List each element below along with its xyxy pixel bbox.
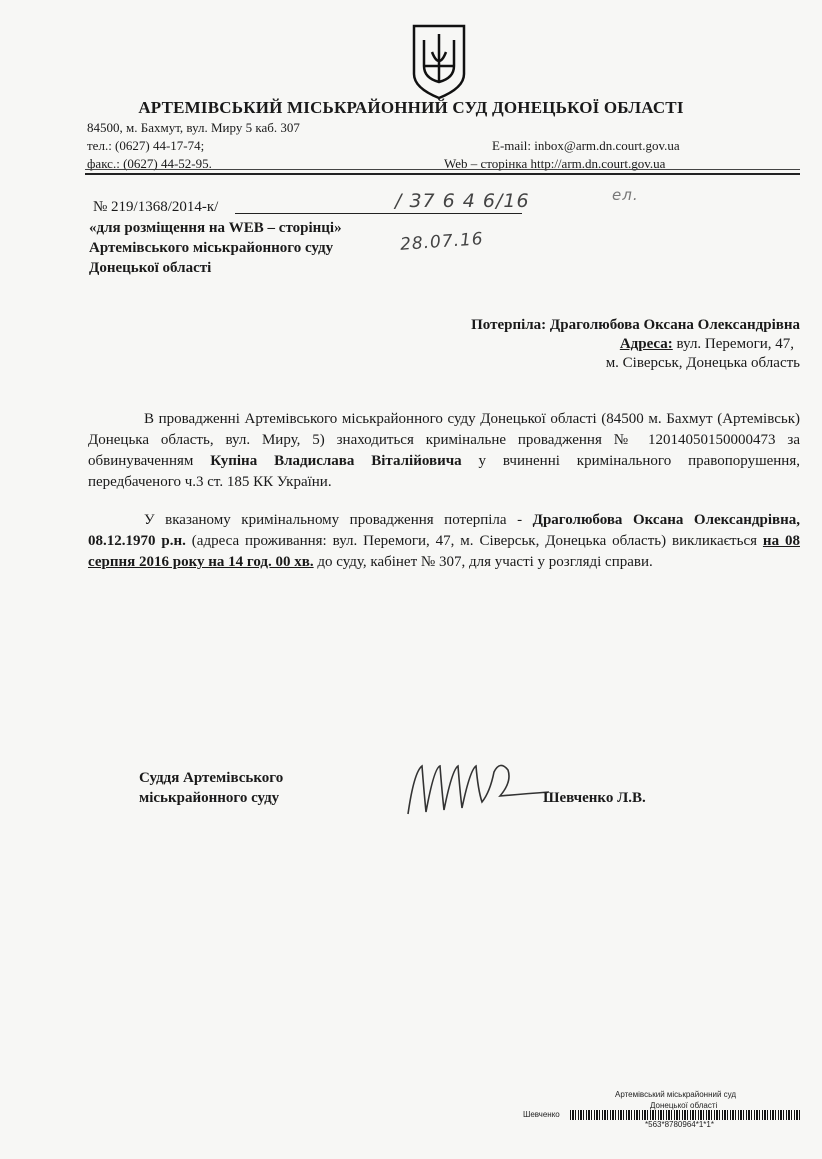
stamp-prefix: Шевченко	[523, 1110, 560, 1119]
header-divider	[85, 169, 800, 170]
case-number-underline	[235, 213, 522, 214]
body-paragraph-2	[88, 510, 800, 573]
judge-title-line-1: Суддя Артемівського	[139, 770, 284, 786]
court-web: Web – сторінка http://arm.dn.court.gov.ua	[444, 156, 666, 171]
victim-line	[471, 315, 800, 335]
handwritten-mark: ел.	[612, 186, 639, 204]
court-email: E-mail: inbox@arm.dn.court.gov.ua	[492, 138, 680, 153]
victim-address-line-2: м. Сіверськ, Донецька область	[605, 355, 800, 371]
court-address: 84500, м. Бахмут, вул. Миру 5 каб. 307	[87, 120, 300, 135]
court-name: АРТЕМІВСЬКИЙ МІСЬКРАЙОННИЙ СУД ДОНЕЦЬКОЇ ОБЛАСТІ	[138, 98, 684, 117]
barcode-code: *563*8780964*1*1*	[645, 1120, 714, 1129]
victim-label: Потерпіла:	[471, 317, 547, 333]
handwritten-signature	[404, 752, 554, 827]
recipient-line-2: Артемівського міськрайонного суду	[89, 240, 334, 256]
victim-address-street: вул. Перемоги, 47,	[676, 336, 794, 352]
court-fax: факс.: (0627) 44-52-95.	[87, 156, 212, 171]
recipient-line-3: Донецької області	[89, 260, 212, 276]
accused-name: Купіна Владислава Віталійовича	[210, 453, 462, 469]
header-divider-thick	[85, 173, 800, 175]
court-phone: тел.: (0627) 44-17-74;	[87, 138, 205, 153]
p2-text-a: У вказаному кримінальному провадження потерпіла -	[144, 512, 523, 528]
stamp-region: Донецької області	[650, 1101, 718, 1110]
victim-name-dob: Драголюбова Оксана Олександрівна, 08.12.1970 р.н.	[88, 512, 800, 549]
hearing-date: на 08 серпня 2016 року на 14 год. 00 хв.	[88, 533, 800, 570]
recipient-line-1: «для розміщення на WEB – сторінці»	[89, 220, 342, 236]
victim-address-label: Адреса:	[619, 336, 673, 352]
handwritten-outgoing-number: / 37 6 4 6/16	[395, 190, 530, 212]
p1-text-b: у вчиненні кримінального правопорушення, передбаченого ч.3 ст. 185 КК України.	[88, 453, 800, 490]
coat-of-arms-icon	[410, 22, 468, 100]
handwritten-date: 28.07.16	[399, 229, 485, 255]
p2-text-c: до суду, кабінет № 307, для участі у розгляді справи.	[317, 554, 653, 570]
barcode	[570, 1110, 802, 1120]
body-paragraph-1	[88, 409, 800, 493]
stamp-court-name: Артемівський міськрайонний суд	[615, 1090, 737, 1099]
judge-title-line-2: міськрайонного суду	[139, 790, 280, 806]
p1-text-a: В провадженні Артемівського міськрайонного суду Донецької області (84500 м. Бахмут (Артемівськ) Донецька область, вул. Миру, 5) знаходиться кримінальне провадження № 12014050150000473 за обвинуваченням	[88, 411, 800, 469]
case-number: № 219/1368/2014-к/	[93, 199, 219, 215]
judge-name: Шевченко Л.В.	[543, 790, 646, 806]
p2-text-b: (адреса проживання: вул. Перемоги, 47, м. Сіверськ, Донецька область) викликається	[191, 533, 758, 549]
victim-address-line-1	[620, 334, 794, 354]
victim-name: Драголюбова Оксана Олександрівна	[549, 317, 800, 333]
